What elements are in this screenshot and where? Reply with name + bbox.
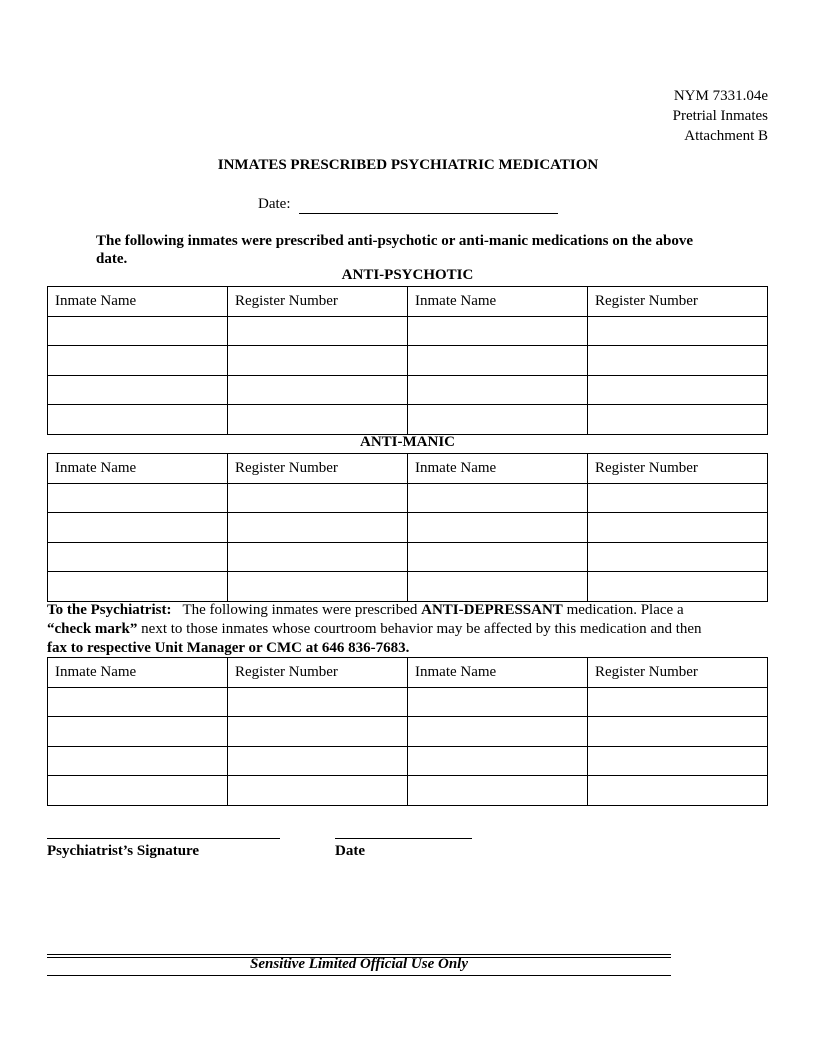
column-header: Register Number xyxy=(228,658,408,688)
column-header: Inmate Name xyxy=(408,454,588,484)
inmate-name-cell[interactable] xyxy=(408,483,588,513)
form-subtitle: Pretrial Inmates xyxy=(672,108,768,124)
section-title-anti-psychotic: ANTI-PSYCHOTIC xyxy=(341,267,474,283)
inmate-name-cell[interactable] xyxy=(48,316,228,346)
note-emphasis: ANTI-DEPRESSANT xyxy=(421,602,563,618)
register-number-cell[interactable] xyxy=(228,572,408,602)
register-number-cell[interactable] xyxy=(228,746,408,776)
inmate-name-cell[interactable] xyxy=(408,687,588,717)
signature-date-label: Date xyxy=(335,843,365,859)
inmate-name-cell[interactable] xyxy=(48,572,228,602)
column-header: Register Number xyxy=(228,287,408,317)
anti-depressant-table xyxy=(47,657,768,806)
register-number-cell[interactable] xyxy=(228,687,408,717)
inmate-name-cell[interactable] xyxy=(408,572,588,602)
footer-rule xyxy=(47,975,671,976)
register-number-cell[interactable] xyxy=(588,375,768,405)
note-quote: “check mark” xyxy=(47,621,138,637)
attachment-label: Attachment B xyxy=(684,128,768,144)
table-row xyxy=(48,483,768,513)
register-number-cell[interactable] xyxy=(588,687,768,717)
signature-line[interactable] xyxy=(47,838,280,839)
table-row xyxy=(48,717,768,747)
table-row xyxy=(48,542,768,572)
inmate-name-cell[interactable] xyxy=(48,687,228,717)
anti-psychotic-table xyxy=(47,286,768,435)
column-header: Inmate Name xyxy=(48,287,228,317)
column-header: Inmate Name xyxy=(408,287,588,317)
column-header: Inmate Name xyxy=(48,658,228,688)
signature-label: Psychiatrist’s Signature xyxy=(47,843,200,859)
inmate-name-cell[interactable] xyxy=(48,776,228,806)
register-number-cell[interactable] xyxy=(588,542,768,572)
table-row xyxy=(48,513,768,543)
inmate-name-cell[interactable] xyxy=(48,405,228,435)
register-number-cell[interactable] xyxy=(228,316,408,346)
section-title-anti-manic: ANTI-MANIC xyxy=(360,434,455,450)
note-lead: To the Psychiatrist: xyxy=(47,602,172,618)
table-row xyxy=(48,316,768,346)
inmate-name-cell[interactable] xyxy=(48,346,228,376)
register-number-cell[interactable] xyxy=(588,316,768,346)
date-label: Date: xyxy=(258,196,291,212)
page-title: INMATES PRESCRIBED PSYCHIATRIC MEDICATION xyxy=(217,157,599,173)
register-number-cell[interactable] xyxy=(588,776,768,806)
table-row xyxy=(48,776,768,806)
inmate-name-cell[interactable] xyxy=(408,405,588,435)
register-number-cell[interactable] xyxy=(588,572,768,602)
psychiatrist-note xyxy=(47,601,777,658)
register-number-cell[interactable] xyxy=(228,513,408,543)
column-header: Register Number xyxy=(228,454,408,484)
column-header: Register Number xyxy=(588,287,768,317)
register-number-cell[interactable] xyxy=(588,483,768,513)
inmate-name-cell[interactable] xyxy=(48,717,228,747)
register-number-cell[interactable] xyxy=(228,405,408,435)
register-number-cell[interactable] xyxy=(228,375,408,405)
column-header: Inmate Name xyxy=(48,454,228,484)
inmate-name-cell[interactable] xyxy=(408,513,588,543)
date-field[interactable] xyxy=(299,196,558,214)
register-number-cell[interactable] xyxy=(588,346,768,376)
table-header-row xyxy=(48,658,768,688)
footer-classification: Sensitive Limited Official Use Only xyxy=(249,956,469,972)
column-header: Register Number xyxy=(588,454,768,484)
table-header-row xyxy=(48,454,768,484)
inmate-name-cell[interactable] xyxy=(408,375,588,405)
column-header: Register Number xyxy=(588,658,768,688)
register-number-cell[interactable] xyxy=(588,746,768,776)
table-row xyxy=(48,346,768,376)
inmate-name-cell[interactable] xyxy=(408,316,588,346)
inmate-name-cell[interactable] xyxy=(408,746,588,776)
inmate-name-cell[interactable] xyxy=(48,542,228,572)
column-header: Inmate Name xyxy=(408,658,588,688)
form-number: NYM 7331.04e xyxy=(673,88,768,104)
table-header-row xyxy=(48,287,768,317)
register-number-cell[interactable] xyxy=(588,513,768,543)
register-number-cell[interactable] xyxy=(228,776,408,806)
inmate-name-cell[interactable] xyxy=(408,717,588,747)
table-row xyxy=(48,572,768,602)
inmate-name-cell[interactable] xyxy=(48,746,228,776)
register-number-cell[interactable] xyxy=(228,542,408,572)
intro-text: The following inmates were prescribed anti-psychotic or anti-manic medications on the above date. xyxy=(96,233,694,267)
register-number-cell[interactable] xyxy=(228,717,408,747)
anti-manic-table xyxy=(47,453,768,602)
inmate-name-cell[interactable] xyxy=(408,776,588,806)
note-text: The following inmates were prescribed xyxy=(182,602,418,618)
table-row xyxy=(48,687,768,717)
table-row xyxy=(48,746,768,776)
note-text: medication. Place a xyxy=(566,602,684,618)
inmate-name-cell[interactable] xyxy=(408,542,588,572)
inmate-name-cell[interactable] xyxy=(48,513,228,543)
register-number-cell[interactable] xyxy=(588,405,768,435)
note-text: next to those inmates whose courtroom behavior may be affected by this medication and then xyxy=(141,621,702,637)
register-number-cell[interactable] xyxy=(228,483,408,513)
form-header xyxy=(673,86,768,146)
inmate-name-cell[interactable] xyxy=(48,375,228,405)
table-row xyxy=(48,405,768,435)
table-row xyxy=(48,375,768,405)
inmate-name-cell[interactable] xyxy=(48,483,228,513)
note-fax: fax to respective Unit Manager or CMC at 646 836-7683. xyxy=(47,640,410,656)
signature-date-line[interactable] xyxy=(335,838,472,839)
register-number-cell[interactable] xyxy=(588,717,768,747)
register-number-cell[interactable] xyxy=(228,346,408,376)
inmate-name-cell[interactable] xyxy=(408,346,588,376)
